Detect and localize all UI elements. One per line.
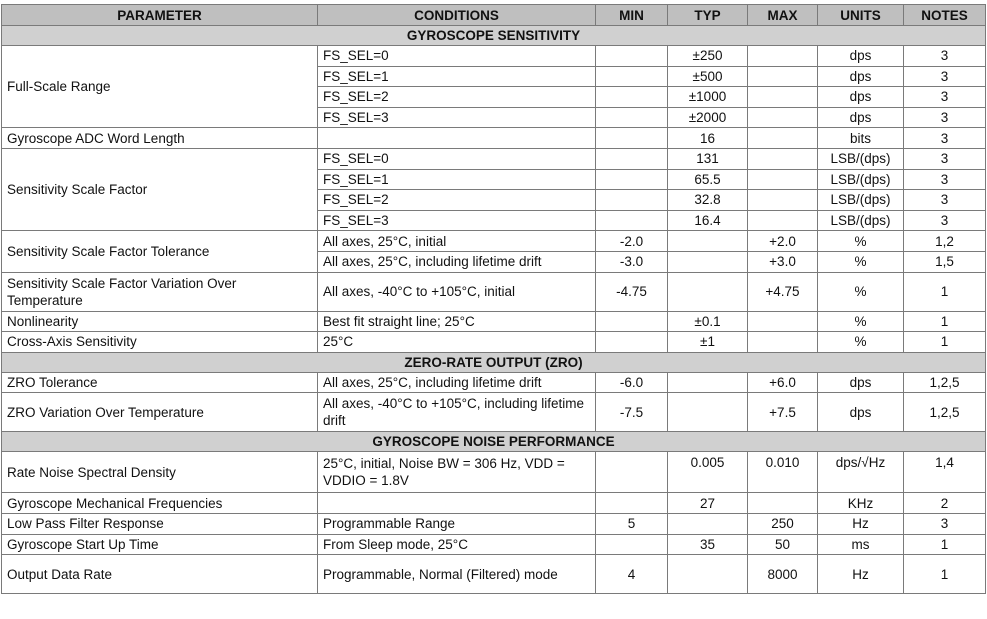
table-row — [2, 46, 986, 67]
min-cell: -6.0 — [596, 372, 668, 393]
header-row — [2, 5, 986, 26]
units-cell: Hz — [818, 555, 904, 594]
typ-cell — [668, 272, 748, 311]
min-cell — [596, 311, 668, 332]
notes-cell: 3 — [904, 148, 986, 169]
cond-cell: All axes, 25°C, including lifetime drift — [318, 372, 596, 393]
typ-cell: ±1 — [668, 332, 748, 353]
typ-cell: 65.5 — [668, 169, 748, 190]
notes-cell: 3 — [904, 46, 986, 67]
param-cell: Nonlinearity — [2, 311, 318, 332]
units-cell: dps — [818, 107, 904, 128]
units-cell: dps — [818, 87, 904, 108]
table-row — [2, 452, 986, 493]
notes-cell: 1,2 — [904, 231, 986, 252]
cond-cell: FS_SEL=2 — [318, 87, 596, 108]
min-cell: -3.0 — [596, 251, 668, 272]
max-cell — [748, 107, 818, 128]
header-max: MAX — [748, 5, 818, 26]
param-cell: Cross-Axis Sensitivity — [2, 332, 318, 353]
min-cell — [596, 66, 668, 87]
units-cell: LSB/(dps) — [818, 210, 904, 231]
max-cell: 0.010 — [748, 452, 818, 493]
max-cell: +7.5 — [748, 393, 818, 432]
header-parameter: PARAMETER — [2, 5, 318, 26]
typ-cell — [668, 393, 748, 432]
cond-cell: From Sleep mode, 25°C — [318, 534, 596, 555]
param-cell: Sensitivity Scale Factor — [2, 148, 318, 230]
param-cell: Full-Scale Range — [2, 46, 318, 128]
cond-cell: 25°C — [318, 332, 596, 353]
cond-cell: Programmable Range — [318, 513, 596, 534]
min-cell: -7.5 — [596, 393, 668, 432]
units-cell: LSB/(dps) — [818, 148, 904, 169]
param-cell: Output Data Rate — [2, 555, 318, 594]
param-cell: ZRO Tolerance — [2, 372, 318, 393]
typ-cell: 35 — [668, 534, 748, 555]
notes-cell: 1,2,5 — [904, 393, 986, 432]
gyroscope-spec-table — [1, 4, 986, 594]
min-cell — [596, 493, 668, 514]
table-row — [2, 332, 986, 353]
param-cell: ZRO Variation Over Temperature — [2, 393, 318, 432]
cond-cell: FS_SEL=3 — [318, 210, 596, 231]
max-cell: 250 — [748, 513, 818, 534]
cond-cell: FS_SEL=0 — [318, 46, 596, 67]
units-cell: bits — [818, 128, 904, 149]
header-units: UNITS — [818, 5, 904, 26]
units-cell: % — [818, 311, 904, 332]
cond-cell: 25°C, initial, Noise BW = 306 Hz, VDD = VDDIO = 1.8V — [318, 452, 596, 493]
header-typ: TYP — [668, 5, 748, 26]
max-cell: +6.0 — [748, 372, 818, 393]
param-cell: Sensitivity Scale Factor Variation Over Temperature — [2, 272, 318, 311]
notes-cell: 3 — [904, 513, 986, 534]
cond-cell: FS_SEL=1 — [318, 169, 596, 190]
table-row — [2, 231, 986, 252]
table-row — [2, 148, 986, 169]
header-notes: NOTES — [904, 5, 986, 26]
header-min: MIN — [596, 5, 668, 26]
units-cell: ms — [818, 534, 904, 555]
cond-cell: FS_SEL=3 — [318, 107, 596, 128]
typ-cell: ±2000 — [668, 107, 748, 128]
table-row — [2, 393, 986, 432]
min-cell — [596, 148, 668, 169]
notes-cell: 1,5 — [904, 251, 986, 272]
table-row — [2, 272, 986, 311]
units-cell: % — [818, 251, 904, 272]
max-cell — [748, 128, 818, 149]
notes-cell: 1,4 — [904, 452, 986, 493]
units-cell: % — [818, 231, 904, 252]
min-cell — [596, 169, 668, 190]
section-noise-performance: GYROSCOPE NOISE PERFORMANCE — [2, 432, 986, 452]
units-cell: Hz — [818, 513, 904, 534]
notes-cell: 1 — [904, 555, 986, 594]
notes-cell: 3 — [904, 169, 986, 190]
param-cell: Gyroscope ADC Word Length — [2, 128, 318, 149]
notes-cell: 3 — [904, 107, 986, 128]
units-cell: KHz — [818, 493, 904, 514]
section-row — [2, 352, 986, 372]
cond-cell: All axes, -40°C to +105°C, initial — [318, 272, 596, 311]
max-cell — [748, 46, 818, 67]
typ-cell — [668, 513, 748, 534]
notes-cell: 1 — [904, 332, 986, 353]
cond-cell: FS_SEL=1 — [318, 66, 596, 87]
table-row — [2, 311, 986, 332]
min-cell: 5 — [596, 513, 668, 534]
max-cell — [748, 311, 818, 332]
notes-cell: 1,2,5 — [904, 372, 986, 393]
cond-cell: All axes, 25°C, initial — [318, 231, 596, 252]
notes-cell: 3 — [904, 128, 986, 149]
min-cell — [596, 87, 668, 108]
max-cell — [748, 169, 818, 190]
cond-cell: All axes, -40°C to +105°C, including lifetime drift — [318, 393, 596, 432]
cond-cell: Programmable, Normal (Filtered) mode — [318, 555, 596, 594]
table-row — [2, 534, 986, 555]
notes-cell: 3 — [904, 87, 986, 108]
max-cell: 50 — [748, 534, 818, 555]
typ-cell: 27 — [668, 493, 748, 514]
cond-cell: FS_SEL=0 — [318, 148, 596, 169]
param-cell: Gyroscope Mechanical Frequencies — [2, 493, 318, 514]
cond-cell: All axes, 25°C, including lifetime drift — [318, 251, 596, 272]
units-cell: % — [818, 332, 904, 353]
table-row — [2, 555, 986, 594]
units-cell: LSB/(dps) — [818, 169, 904, 190]
max-cell — [748, 148, 818, 169]
notes-cell: 1 — [904, 311, 986, 332]
typ-cell: ±500 — [668, 66, 748, 87]
max-cell — [748, 190, 818, 211]
max-cell — [748, 332, 818, 353]
max-cell — [748, 210, 818, 231]
units-cell: dps — [818, 46, 904, 67]
units-cell: % — [818, 272, 904, 311]
param-cell: Gyroscope Start Up Time — [2, 534, 318, 555]
section-gyroscope-sensitivity: GYROSCOPE SENSITIVITY — [2, 26, 986, 46]
min-cell — [596, 190, 668, 211]
units-cell: dps — [818, 372, 904, 393]
table-row — [2, 372, 986, 393]
notes-cell: 3 — [904, 66, 986, 87]
typ-cell — [668, 251, 748, 272]
typ-cell: 16.4 — [668, 210, 748, 231]
typ-cell: ±250 — [668, 46, 748, 67]
section-zero-rate-output: ZERO-RATE OUTPUT (ZRO) — [2, 352, 986, 372]
min-cell — [596, 452, 668, 493]
param-cell: Sensitivity Scale Factor Tolerance — [2, 231, 318, 272]
min-cell: -4.75 — [596, 272, 668, 311]
max-cell — [748, 493, 818, 514]
typ-cell: ±0.1 — [668, 311, 748, 332]
min-cell — [596, 534, 668, 555]
table-row — [2, 128, 986, 149]
min-cell — [596, 107, 668, 128]
min-cell — [596, 210, 668, 231]
max-cell: +3.0 — [748, 251, 818, 272]
header-conditions: CONDITIONS — [318, 5, 596, 26]
typ-cell: 0.005 — [668, 452, 748, 493]
max-cell: 8000 — [748, 555, 818, 594]
min-cell — [596, 128, 668, 149]
notes-cell: 3 — [904, 190, 986, 211]
units-cell: dps/√Hz — [818, 452, 904, 493]
typ-cell — [668, 555, 748, 594]
min-cell: -2.0 — [596, 231, 668, 252]
table-row — [2, 493, 986, 514]
notes-cell: 3 — [904, 210, 986, 231]
table-row — [2, 513, 986, 534]
section-row — [2, 432, 986, 452]
typ-cell: 32.8 — [668, 190, 748, 211]
notes-cell: 1 — [904, 534, 986, 555]
typ-cell — [668, 372, 748, 393]
max-cell — [748, 87, 818, 108]
notes-cell: 1 — [904, 272, 986, 311]
units-cell: LSB/(dps) — [818, 190, 904, 211]
section-row — [2, 26, 986, 46]
param-cell: Low Pass Filter Response — [2, 513, 318, 534]
max-cell — [748, 66, 818, 87]
typ-cell: 16 — [668, 128, 748, 149]
typ-cell — [668, 231, 748, 252]
min-cell: 4 — [596, 555, 668, 594]
cond-cell — [318, 128, 596, 149]
units-cell: dps — [818, 393, 904, 432]
notes-cell: 2 — [904, 493, 986, 514]
min-cell — [596, 332, 668, 353]
typ-cell: 131 — [668, 148, 748, 169]
param-cell: Rate Noise Spectral Density — [2, 452, 318, 493]
max-cell: +2.0 — [748, 231, 818, 252]
min-cell — [596, 46, 668, 67]
cond-cell: Best fit straight line; 25°C — [318, 311, 596, 332]
max-cell: +4.75 — [748, 272, 818, 311]
cond-cell: FS_SEL=2 — [318, 190, 596, 211]
cond-cell — [318, 493, 596, 514]
units-cell: dps — [818, 66, 904, 87]
typ-cell: ±1000 — [668, 87, 748, 108]
